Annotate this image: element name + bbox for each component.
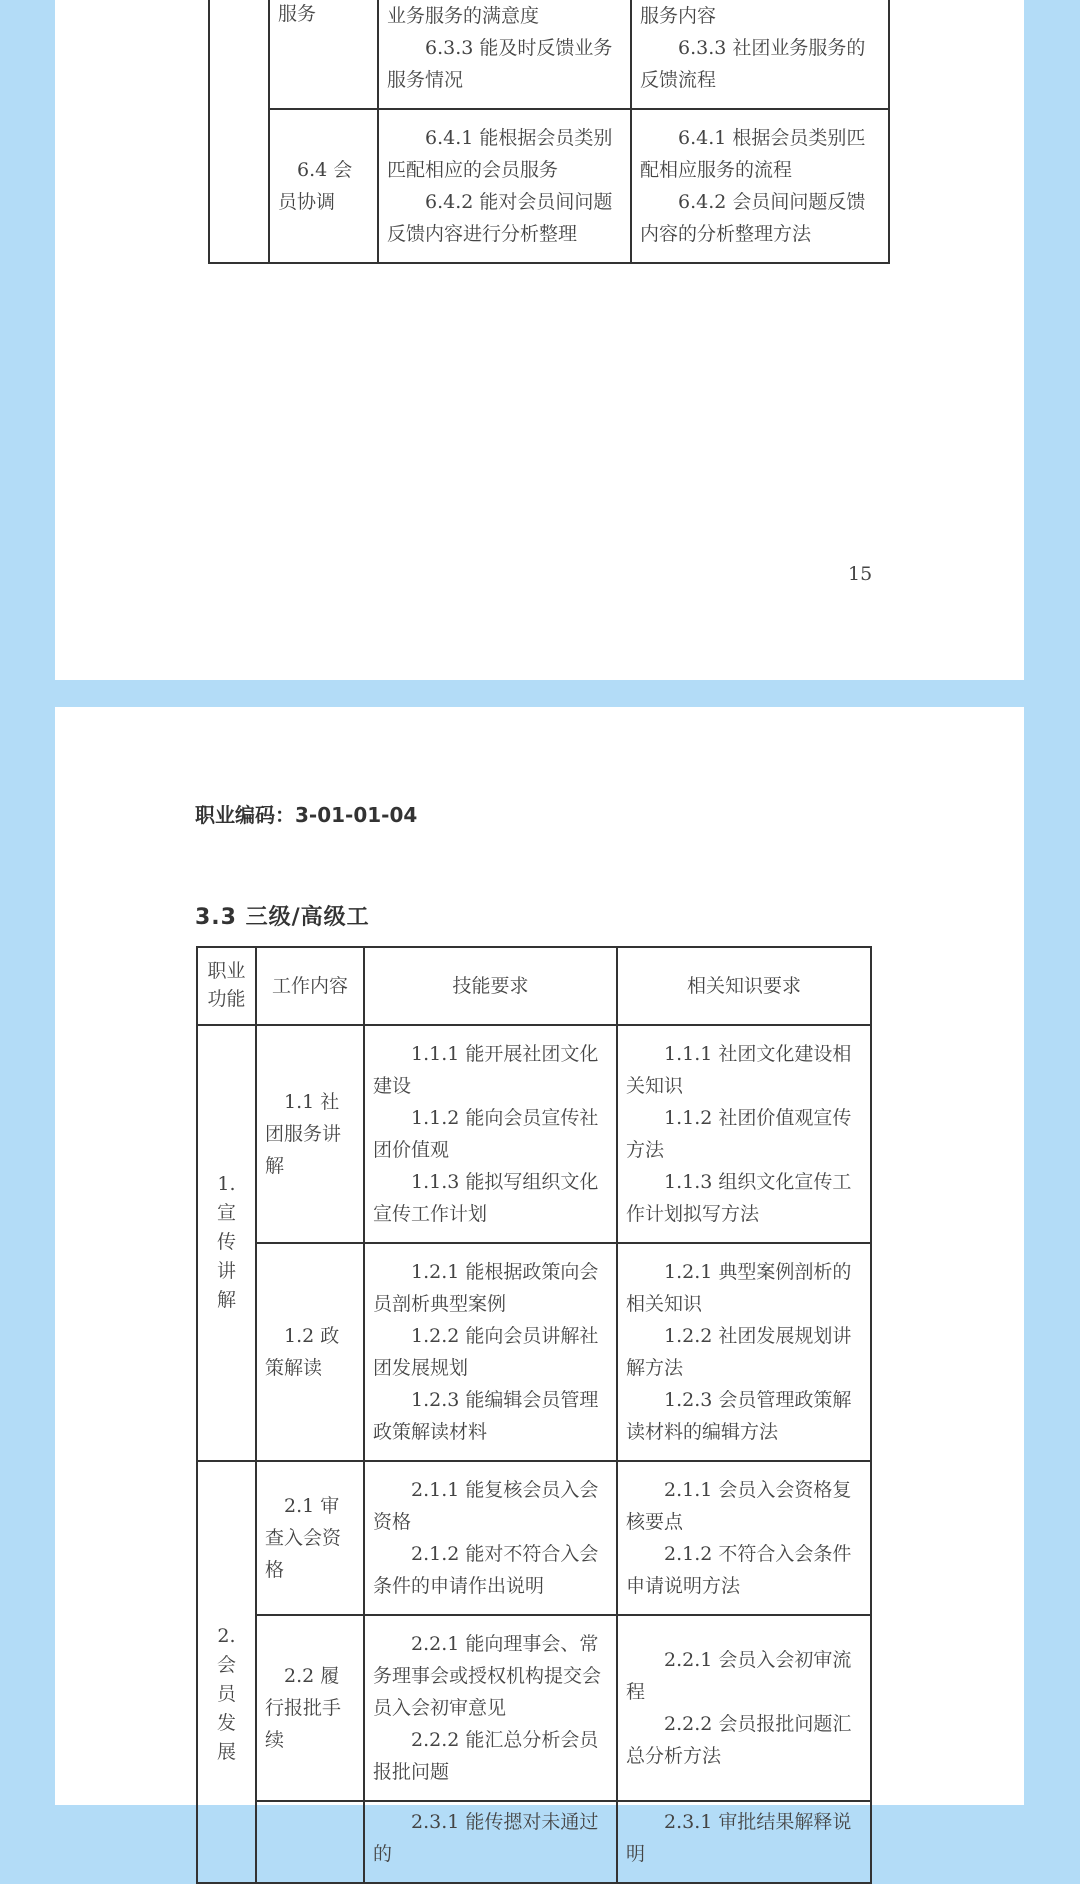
knowledge-item: 6.4.2 会员间问题反馈内容的分析整理方法 <box>640 191 866 245</box>
knowledge-item: 2.1.2 不符合入会条件申请说明方法 <box>626 1543 852 1597</box>
table-row <box>209 109 889 263</box>
knowledge-cell <box>631 109 889 263</box>
skills-cell <box>364 1025 617 1243</box>
header-function: 职业功能 <box>197 947 256 1025</box>
knowledge-item: 1.1.3 组织文化宣传工作计划拟写方法 <box>626 1171 852 1225</box>
skill-item: 2.2.2 能汇总分析会员报批问题 <box>373 1729 599 1783</box>
function-cell: 1.宣传讲解 <box>197 1025 256 1461</box>
skills-cell <box>364 1801 617 1883</box>
knowledge-cell <box>617 1243 871 1461</box>
document-page-15 <box>55 0 1024 680</box>
content-cell: 1.2 政策解读 <box>256 1243 364 1461</box>
table-row <box>197 1243 871 1461</box>
header-content: 工作内容 <box>256 947 364 1025</box>
table-header-row <box>197 947 871 1025</box>
skill-item: 2.1.2 能对不符合入会条件的申请作出说明 <box>373 1543 599 1597</box>
skill-item: 6.4.2 能对会员间问题反馈内容进行分析整理 <box>387 191 613 245</box>
skill-item: 6.4.1 能根据会员类别匹配相应的会员服务 <box>387 127 613 181</box>
skill-item: 1.1.3 能拟写组织文化宣传工作计划 <box>373 1171 599 1225</box>
skill-item: 1.2.2 能向会员讲解社团发展规划 <box>373 1325 599 1379</box>
skills-cell <box>378 109 631 263</box>
table-row <box>197 1461 871 1615</box>
job-code: 职业编码：3-01-01-04 <box>195 803 418 827</box>
skill-item: 6.3.3 能及时反馈业务服务情况 <box>387 37 613 91</box>
header-knowledge: 相关知识要求 <box>617 947 871 1025</box>
skill-item: 2.1.1 能复核会员入会资格 <box>373 1479 599 1533</box>
knowledge-item: 2.2.1 会员入会初审流程 <box>626 1649 852 1703</box>
skills-cell <box>364 1243 617 1461</box>
skills-cell <box>378 0 631 109</box>
knowledge-item: 服务内容 <box>640 5 717 27</box>
knowledge-cell <box>617 1615 871 1801</box>
table-row <box>197 1025 871 1243</box>
header-skills: 技能要求 <box>364 947 617 1025</box>
knowledge-cell <box>617 1461 871 1615</box>
knowledge-item: 6.4.1 根据会员类别匹配相应服务的流程 <box>640 127 866 181</box>
skill-item: 2.2.1 能向理事会、常务理事会或授权机构提交会员入会初审意见 <box>373 1633 602 1719</box>
function-cell-continued <box>209 0 269 263</box>
content-cell: 6.4 会员协调 <box>269 109 378 263</box>
skills-cell <box>364 1461 617 1615</box>
skill-item: 1.2.1 能根据政策向会员剖析典型案例 <box>373 1261 599 1315</box>
skill-item: 2.3.1 能传摁对未通过的 <box>373 1811 599 1865</box>
page-number: 15 <box>848 563 873 585</box>
skill-item: 1.1.2 能向会员宣传社团价值观 <box>373 1107 599 1161</box>
section-title: 3.3 三级/高级工 <box>195 905 370 930</box>
knowledge-item: 1.2.1 典型案例剖析的相关知识 <box>626 1261 852 1315</box>
content-cell <box>256 1801 364 1883</box>
skill-item: 1.1.1 能开展社团文化建设 <box>373 1043 599 1097</box>
top-table <box>208 0 890 264</box>
knowledge-item: 1.2.2 社团发展规划讲解方法 <box>626 1325 852 1379</box>
knowledge-item: 1.1.2 社团价值观宣传方法 <box>626 1107 852 1161</box>
knowledge-item: 2.1.1 会员入会资格复核要点 <box>626 1479 852 1533</box>
knowledge-item: 1.1.1 社团文化建设相关知识 <box>626 1043 852 1097</box>
knowledge-cell <box>631 0 889 109</box>
skill-item: 1.2.3 能编辑会员管理政策解读材料 <box>373 1389 599 1443</box>
content-cell: 2.2 履行报批手续 <box>256 1615 364 1801</box>
content-cell: 1.1 社团服务讲解 <box>256 1025 364 1243</box>
table-row <box>197 1801 871 1883</box>
content-cell: 2.1 审查入会资格 <box>256 1461 364 1615</box>
skill-item: 业务服务的满意度 <box>387 5 540 27</box>
function-cell: 2.会员发展 <box>197 1461 256 1883</box>
knowledge-item: 2.3.1 审批结果解释说明 <box>626 1811 852 1865</box>
knowledge-cell <box>617 1801 871 1883</box>
document-page-16 <box>55 707 1024 1865</box>
knowledge-item: 2.2.2 会员报批问题汇总分析方法 <box>626 1713 852 1767</box>
knowledge-item: 1.2.3 会员管理政策解读材料的编辑方法 <box>626 1389 852 1443</box>
knowledge-cell <box>617 1025 871 1243</box>
knowledge-item: 6.3.3 社团业务服务的反馈流程 <box>640 37 866 91</box>
table-row <box>209 0 889 109</box>
skill-requirements-table <box>196 946 872 1884</box>
skills-cell <box>364 1615 617 1801</box>
content-cell: 服务 <box>269 0 378 109</box>
table-row <box>197 1615 871 1801</box>
